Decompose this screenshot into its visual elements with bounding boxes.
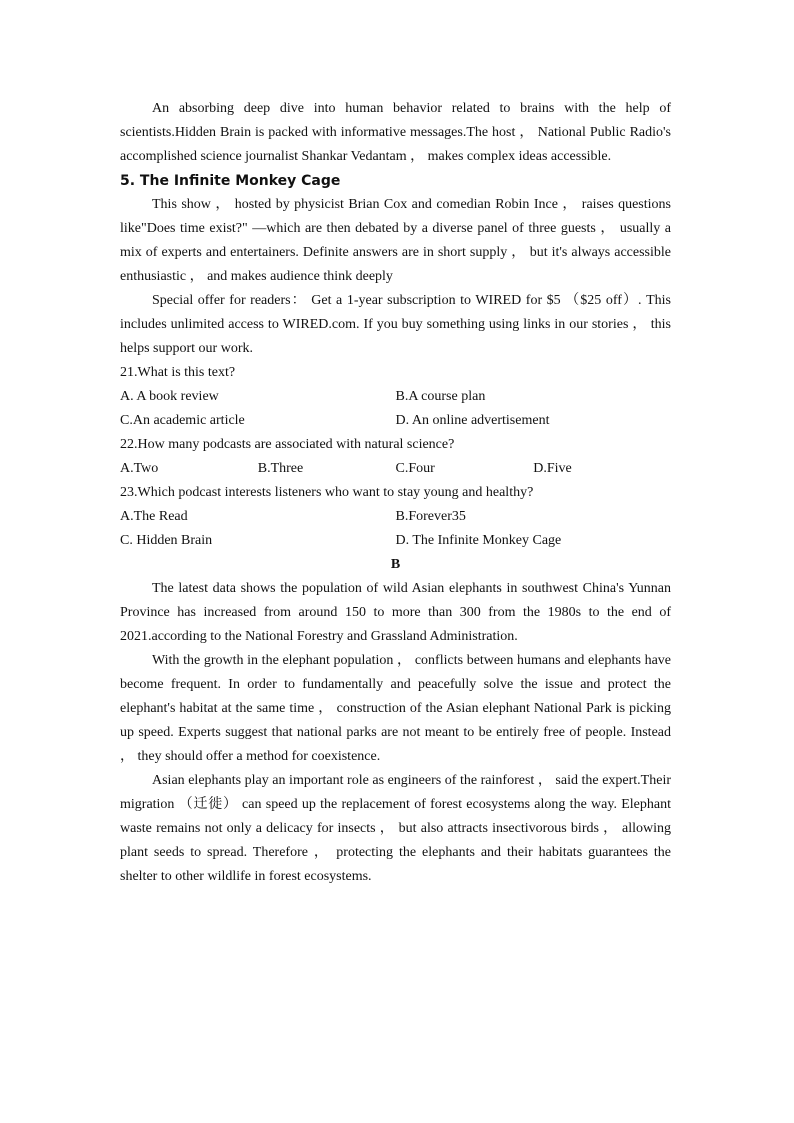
q21-option-c: C.An academic article (120, 413, 245, 428)
paragraph-elephant-conflicts: With the growth in the elephant population ， conflicts between humans and elephants have become frequent. In order to fundamentally and peacefully solve the issue and protect the elephant's habitat at the same time ， construction of the Asian elephant National Park is picking up speed. Experts suggest that national parks are not meant to be entirely free of people. Instead ， they should offer a method for coexistence. (120, 653, 671, 764)
q23-option-c: C. Hidden Brain (120, 533, 213, 548)
paragraph-elephant-ecosystem: Asian elephants play an important role as engineers of the rainforest ， said the expert.Their migration （迁徙） can speed up the replacement of forest ecosystems along the way. Elephant waste remains not only a delicacy for insects ， but also attracts insectivorous birds ， allowing plant seeds to spread. Therefore ， protecting the elephants and their habitats guarantees the shelter to other wildlife in forest ecosystems. (120, 773, 671, 884)
q22-option-b: B.Three (257, 461, 304, 476)
section-b-title: B (390, 557, 401, 572)
q23-option-b: B.Forever35 (395, 509, 466, 524)
question-21-stem: 21.What is this text? (120, 365, 236, 380)
question-22-options (120, 457, 671, 481)
question-21-options-row2 (120, 409, 671, 433)
q23-option-a: A.The Read (120, 509, 188, 524)
paragraph-infinite-monkey-cage: This show ， hosted by physicist Brian Cox and comedian Robin Ince ， raises questions like"Does time exist?" —which are then debated by a diverse panel of three guests ， usually a mix of experts and entertainers. Definite answers are in short supply ， but it's always accessible enthusiastic ， and makes audience think deeply (120, 197, 671, 284)
question-22-stem: 22.How many podcasts are associated with natural science? (120, 437, 455, 452)
question-23-stem: 23.Which podcast interests listeners who want to stay young and healthy? (120, 485, 534, 500)
question-23-options-row1 (120, 505, 671, 529)
q23-option-d: D. The Infinite Monkey Cage (395, 533, 562, 548)
q22-option-c: C.Four (395, 461, 435, 476)
paragraph-elephant-population: The latest data shows the population of wild Asian elephants in southwest China's Yunnan Province has increased from around 150 to more than 300 from the 1980s to the end of 2021.according to the National Forestry and Grassland Administration. (120, 581, 671, 644)
q22-option-a: A.Two (120, 461, 159, 476)
document-page (120, 97, 671, 889)
paragraph-hidden-brain: An absorbing deep dive into human behavior related to brains with the help of scientists.Hidden Brain is packed with informative messages.The host ， National Public Radio's accomplished science journalist Shankar Vedantam ， makes complex ideas accessible. (120, 101, 671, 164)
paragraph-special-offer: Special offer for readers： Get a 1-year subscription to WIRED for $5 （$25 off）. This includes unlimited access to WIRED.com. If you buy something using links in our stories ， this helps support our work. (120, 293, 671, 356)
q21-option-d: D. An online advertisement (395, 413, 550, 428)
question-23-options-row2 (120, 529, 671, 553)
heading-infinite-monkey-cage: 5. The Infinite Monkey Cage (120, 173, 341, 189)
q21-option-b: B.A course plan (395, 389, 486, 404)
q22-option-d: D.Five (533, 461, 572, 476)
q21-option-a: A. A book review (120, 389, 219, 404)
question-21-options-row1 (120, 385, 671, 409)
